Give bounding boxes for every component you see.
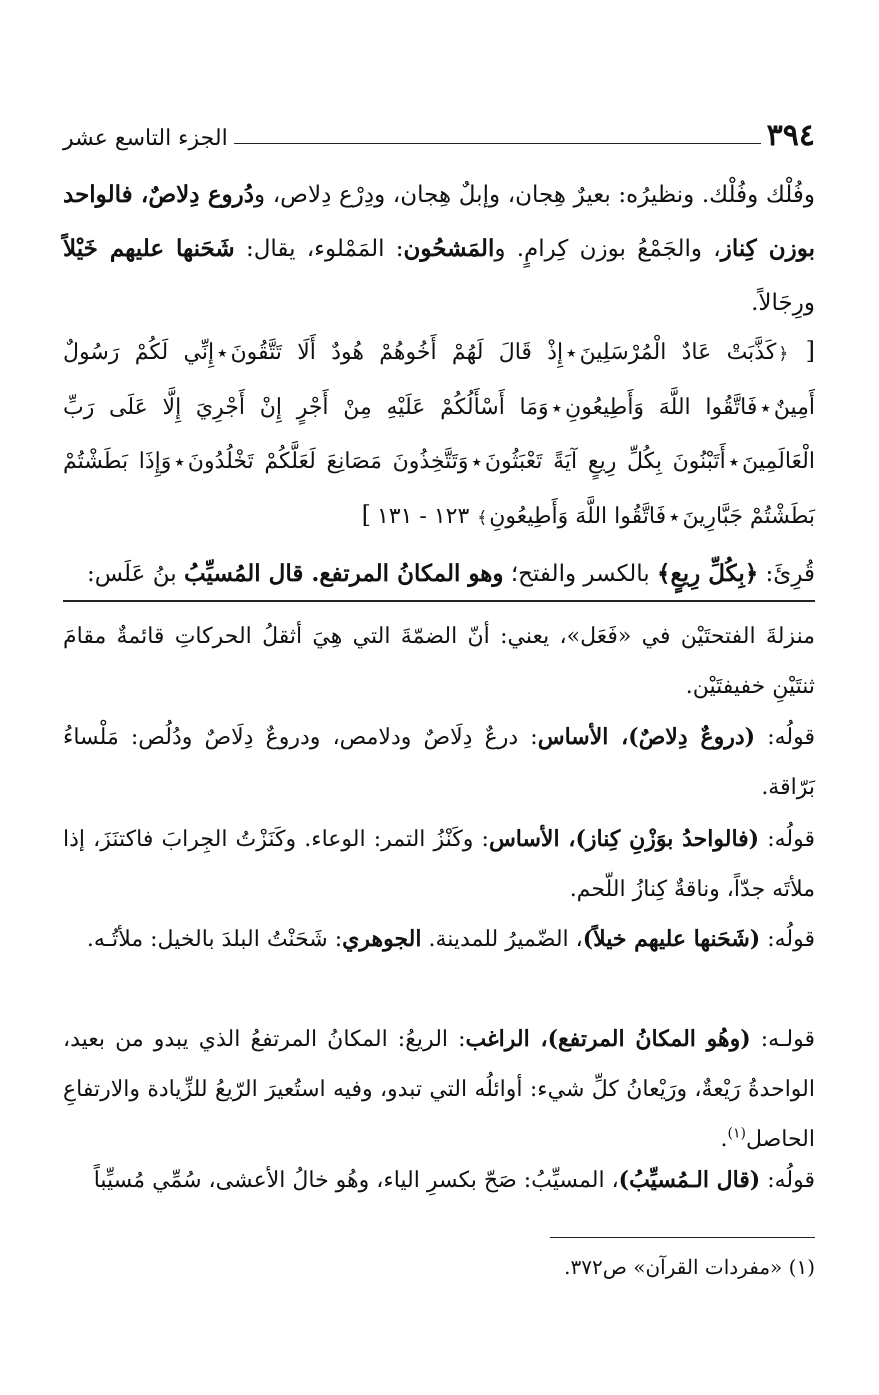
hashiya-bold: الجوهري	[342, 926, 422, 952]
hashiya-paragraph-3	[63, 814, 815, 915]
hashiya-text: : درعٌ دِلَاصٌ ودلامص، ودروعٌ دِلَاصٌ ودُلُص: مَلْساءُ بَرّاقة.	[63, 725, 815, 800]
qiraa-text: قُرِئَ:	[758, 561, 815, 587]
section-divider	[63, 600, 815, 602]
verse-star-icon: ٭	[669, 506, 680, 528]
quran-verse: إِنِّي لَكُمْ رَسُولٌ أَمِينٌ	[63, 340, 815, 420]
hashiya-text: قولُه:	[755, 725, 815, 750]
hashiya-text: : وكَنْزُ التمر: الوعاء. وكَنَزْتُ الجِرابَ فاكتنَزَ، إذا ملأتَه جدّاً، وناقةٌ كِنازُ اللّحم.	[63, 827, 815, 902]
verse-star-icon: ٭	[551, 397, 563, 419]
footnote-divider	[550, 1237, 815, 1238]
verse-star-icon: ٭	[217, 342, 228, 364]
footnote-reference[interactable]: (١)	[727, 1125, 746, 1142]
qiraa-text: بالكسر والفتح؛	[503, 561, 658, 587]
verse-star-icon: ٭	[174, 451, 185, 473]
hashiya-text: .	[720, 1127, 728, 1152]
hashiya-bold: (وهُو المكانُ المرتفع)، الراغب	[465, 1026, 751, 1052]
hashiya-text: قولُه:	[760, 1168, 815, 1193]
hashiya-paragraph-1	[63, 612, 815, 712]
verse-star-icon: ٭	[471, 451, 482, 473]
quran-verse: وَإِذَا بَطَشْتُمْ بَطَشْتُمْ جَبَّارِينَ	[63, 449, 815, 529]
footnote: (١) «مفردات القرآن» ص٣٧٢.	[564, 1255, 815, 1279]
hashiya-text: : شَحَنْتُ البلدَ بالخيل: ملأتُـه.	[86, 927, 343, 952]
quran-verse: أَتَبْنُونَ بِكُلِّ رِيعٍ آيَةً تَعْبَثُونَ	[484, 449, 726, 474]
quran-verse: وَمَا أَسْأَلُكُمْ عَلَيْهِ مِنْ أَجْرٍ إِنْ أَجْرِيَ إِلَّا عَلَى رَبِّ الْعَالَمِينَ	[63, 395, 815, 474]
page-number: ٣٩٤	[766, 118, 815, 153]
quran-verse: وَتَتَّخِذُونَ مَصَانِعَ لَعَلَّكُمْ تَخْلُدُونَ	[187, 449, 469, 474]
hashiya-text: : الريعُ: المكانُ المرتفعُ الذي يبدو من بعيد، الواحدةُ رَيْعةٌ، ورَيْعانُ كلِّ شيء: أوائلُه التي تبدو، وفيه استُعيرَ الرّيعُ للزِّيادة والارتفاعِ الحاصل	[63, 1027, 815, 1152]
verse-star-icon: ٭	[760, 397, 771, 419]
ornament-open-icon: ﴿	[778, 344, 789, 364]
quran-verse: كَذَّبَتْ عَادٌ الْمُرْسَلِينَ	[579, 340, 777, 365]
page-header	[63, 112, 815, 156]
header-rule	[234, 143, 761, 144]
tafsir-paragraph	[63, 168, 815, 330]
hashiya-paragraph-6	[63, 1155, 815, 1206]
hashiya-text: قولـه:	[750, 1027, 816, 1052]
tafsir-text: : المَمْلوء، يقال:	[234, 236, 404, 262]
hashiya-text: منزلةَ الفتحتَيْن في «فَعَل»، يعني: أنّ الضمّةَ التي هِيَ أثقلُ الحركاتِ قائمةٌ مقامَ ثنتَيْنِ خفيفتَيْن.	[63, 624, 815, 699]
tafsir-bold: شَحَنها عليهم خَيْلاً	[63, 235, 235, 262]
hashiya-text: قولُه:	[760, 927, 815, 952]
ornament-close-icon: ﴾	[477, 508, 488, 528]
quran-verse: فَاتَّقُوا اللَّهَ وَأَطِيعُونِ	[489, 504, 667, 529]
quran-verse: فَاتَّقُوا اللَّهَ وَأَطِيعُونِ	[565, 395, 758, 420]
qiraa-bold: وهو المكانُ المرتفع. قال المُسيِّبُ	[183, 560, 504, 587]
qiraa-text: بنُ عَلَس:	[86, 561, 184, 587]
hashiya-bold: (دروعٌ دِلاصٌ)، الأساس	[537, 724, 756, 750]
tafsir-bold: المَشحُون	[403, 235, 495, 262]
qiraa-bold: ﴿بِكُلِّ رِيعٍ﴾	[657, 560, 759, 587]
hashiya-bold: (فالواحدُ بوَزْنِ كِناز)، الأساس	[488, 826, 760, 852]
verse-range: ١٢٣ - ١٣١	[376, 504, 470, 529]
quran-verse: إِذْ قَالَ لَهُمْ أَخُوهُمْ هُودٌ أَلَا تَتَّقُونَ	[230, 340, 564, 365]
running-title: الجزء التاسع عشر	[63, 126, 228, 151]
hashiya-text: قولُه:	[759, 827, 815, 852]
open-bracket: [	[805, 337, 815, 365]
hashiya-paragraph-2	[63, 712, 815, 813]
hashiya-paragraph-5	[63, 1014, 815, 1165]
hashiya-text: ، الضّميرُ للمدينة.	[421, 927, 583, 952]
hashiya-paragraph-4	[63, 914, 815, 965]
tafsir-text: ، والجَمْعُ بوزن كِرامٍ. و	[494, 236, 721, 262]
hashiya-text: ، المسيِّبُ: صَحّ بكسرِ الياء، وهُو خالُ الأعشى، سُمِّي مُسيِّباً	[93, 1168, 619, 1193]
qiraa-paragraph	[63, 550, 815, 598]
hashiya-bold: (شَحَنها عليهم خيلاً)	[582, 926, 761, 952]
tafsir-text: وفُلْك وفُلْك. ونظيرُه: بعيرٌ هِجان، وإبلٌ هِجان، ودِرْع دِلاص، و	[254, 182, 815, 208]
tafsir-bold: دُروع دِلاصٌ، فالواحد بوزن كِناز	[63, 181, 815, 262]
hashiya-bold: (قال الـمُسيِّبُ)	[618, 1167, 761, 1193]
verse-star-icon: ٭	[728, 451, 740, 473]
verse-star-icon: ٭	[566, 342, 577, 364]
close-bracket: ]	[361, 501, 371, 529]
tafsir-text: ورِجَالاً.	[751, 290, 815, 316]
quran-verses-block	[63, 325, 815, 545]
